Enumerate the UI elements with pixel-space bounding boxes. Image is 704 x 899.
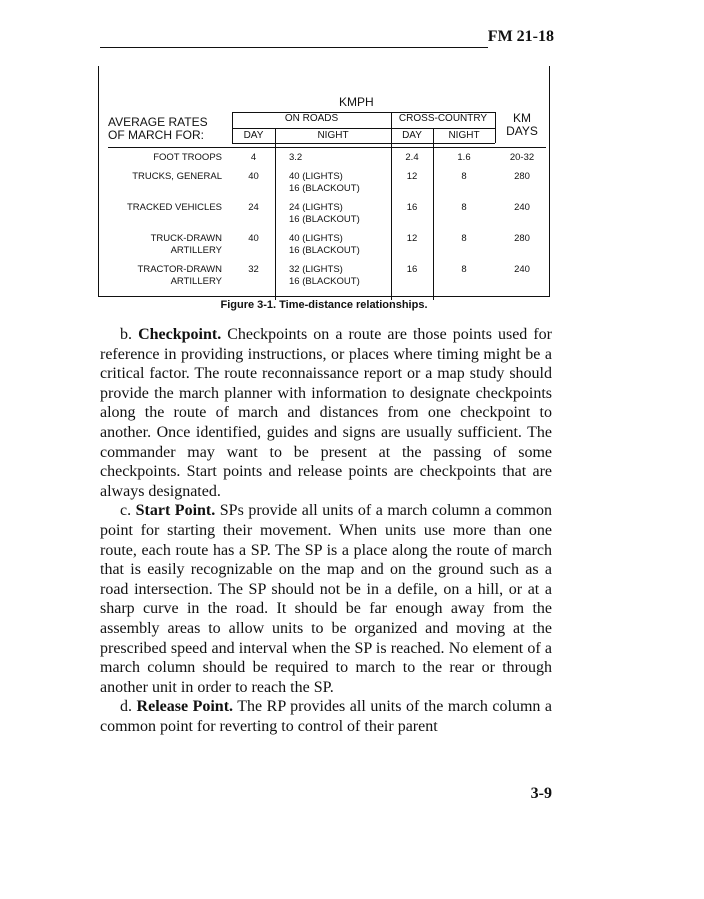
road-day-heading: DAY xyxy=(243,130,264,141)
km-days-value: 20-32 xyxy=(509,152,535,163)
term-start-point: Start Point. xyxy=(135,502,216,520)
figure-caption: Figure 3-1. Time-distance relationships. xyxy=(220,299,428,311)
cc-day-value: 16 xyxy=(406,264,418,275)
cc-day-value: 2.4 xyxy=(405,152,419,163)
page-number: 3-9 xyxy=(530,785,552,802)
row-heading-line-1: AVERAGE RATES xyxy=(108,115,208,129)
km-days-value: 240 xyxy=(514,202,530,213)
cc-day-heading: DAY xyxy=(402,130,422,141)
road-night-blackout: 16 (BLACKOUT) xyxy=(289,214,360,225)
paragraph-checkpoint: b. Checkpoint. Checkpoints on a route are those points used for reference in providing instructions, or places where timing might be a critical factor. The route reconnaissance report or a map study should provide the march planner with information to designate checkpoints along the route of march and distances from one checkpoint to another. Once identified, guides and signs are usually sufficient. The commander may want to be present at the passing of some checkpoints. Start points and release points are checkpoints that are always designated. xyxy=(100,326,553,500)
row-label-line-2: ARTILLERY xyxy=(170,276,222,287)
row-label: TRUCKS, GENERAL xyxy=(132,171,222,182)
time-distance-table xyxy=(98,66,550,297)
road-day-value: 24 xyxy=(248,202,259,213)
term-release-point: Release Point. xyxy=(136,698,234,716)
row-label-line-1: TRACTOR-DRAWN xyxy=(137,264,222,275)
paragraph-release-point: d. Release Point. The RP provides all units of the march column a common point for reverting to control of their parent xyxy=(100,698,553,735)
km-days-value: 240 xyxy=(514,264,530,275)
table-vline-right xyxy=(495,112,496,143)
row-label-line-2: ARTILLERY xyxy=(170,245,222,256)
cc-night-value: 8 xyxy=(461,264,467,275)
manual-title: FM 21-18 xyxy=(487,28,554,45)
term-checkpoint: Checkpoint. xyxy=(138,326,222,343)
road-night-heading: NIGHT xyxy=(317,130,349,141)
cc-night-value: 1.6 xyxy=(457,152,471,163)
road-day-value: 40 xyxy=(248,171,259,182)
cross-country-heading: CROSS-COUNTRY xyxy=(398,113,488,124)
road-night-lights: 40 (LIGHTS) xyxy=(289,171,343,182)
road-day-value: 40 xyxy=(248,233,259,244)
road-night-lights: 32 (LIGHTS) xyxy=(289,264,343,275)
cc-night-value: 8 xyxy=(461,202,467,213)
header-rule xyxy=(100,47,488,48)
cc-day-value: 12 xyxy=(406,233,418,244)
cc-night-value: 8 xyxy=(461,233,467,244)
row-label-line-1: TRUCK-DRAWN xyxy=(150,233,222,244)
running-header xyxy=(100,28,554,50)
road-night-blackout: 16 (BLACKOUT) xyxy=(289,245,360,256)
road-day-value: 4 xyxy=(250,152,257,163)
cc-night-value: 8 xyxy=(461,171,467,182)
body-text xyxy=(100,325,552,736)
cc-day-value: 12 xyxy=(406,171,418,182)
km-days-value: 280 xyxy=(514,233,530,244)
header-bottom-rule xyxy=(108,147,546,148)
road-night-blackout: 16 (BLACKOUT) xyxy=(289,183,360,194)
row-label: FOOT TROOPS xyxy=(153,152,222,163)
paragraph-start-point: c. Start Point. SPs provide all units of a march column a common point for starting their movement. When units use more than one route, each route has a SP. The SP is a place along the route of march that is easily recognizable on the map and on the ground such as a road intersection. The SP should not be in a defile, on a hill, or at a sharp curve in the road. It should be far enough away from the assembly areas to allow units to be organized and moving at the prescribed speed and interval when the SP is reached. No element of a march column should be required to march to the rear or through another unit in order to reach the SP. xyxy=(100,502,552,696)
cc-day-value: 16 xyxy=(406,202,418,213)
km-days-heading-line-1: KM xyxy=(513,111,531,125)
road-night-blackout: 16 (BLACKOUT) xyxy=(289,276,360,287)
table-vline-road-day xyxy=(275,128,276,300)
group-header-mid-rule xyxy=(232,128,495,129)
road-night-value: 3.2 xyxy=(289,152,303,163)
km-days-heading-line-2: DAYS xyxy=(506,124,538,138)
on-roads-heading: ON ROADS xyxy=(284,113,339,124)
km-days-value: 280 xyxy=(514,171,530,182)
road-day-value: 32 xyxy=(248,264,259,275)
road-night-lights: 40 (LIGHTS) xyxy=(289,233,343,244)
cc-night-heading: NIGHT xyxy=(448,130,480,141)
row-heading-line-2: OF MARCH FOR: xyxy=(108,128,204,142)
group-header-bottom-rule xyxy=(232,143,495,144)
row-label: TRACKED VEHICLES xyxy=(126,202,222,213)
road-night-lights: 24 (LIGHTS) xyxy=(289,202,343,213)
kmph-heading: KMPH xyxy=(339,95,374,109)
